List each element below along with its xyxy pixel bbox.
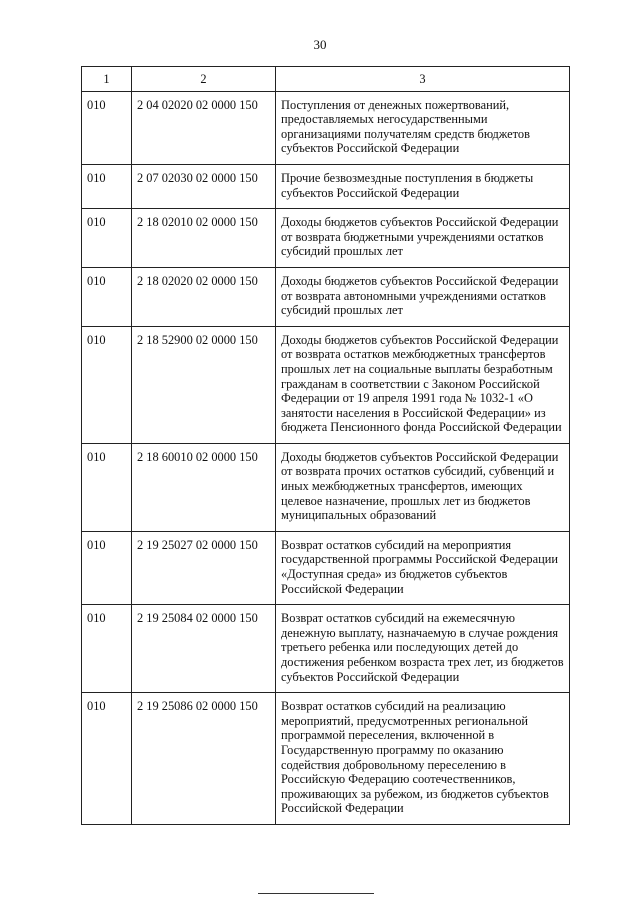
table-row [82,209,570,268]
page-number: 30 [313,37,327,52]
revenue-description: Доходы бюджетов субъектов Российской Федерации от возврата бюджетными учреждениями остатков субсидий прошлых лет [276,209,570,268]
admin-code: 010 [82,443,132,531]
revenue-description: Доходы бюджетов субъектов Российской Федерации от возврата автономными учреждениями остатков субсидий прошлых лет [276,267,570,326]
table-row [82,267,570,326]
revenue-code: 2 19 25086 02 0000 150 [132,693,276,825]
table-row [82,91,570,164]
revenue-description: Доходы бюджетов субъектов Российской Федерации от возврата прочих остатков субсидий, субвенций и иных межбюджетных трансфертов, имеющих целевое назначение, прошлых лет из бюджетов муниципальных образований [276,443,570,531]
admin-code: 010 [82,209,132,268]
table-row [82,531,570,604]
table-row [82,164,570,208]
admin-code: 010 [82,531,132,604]
budget-codes-table [81,66,570,825]
revenue-description: Прочие безвозмездные поступления в бюджеты субъектов Российской Федерации [276,164,570,208]
revenue-code: 2 07 02030 02 0000 150 [132,164,276,208]
column-header-3: 3 [276,67,570,92]
revenue-code: 2 18 02020 02 0000 150 [132,267,276,326]
revenue-code: 2 18 02010 02 0000 150 [132,209,276,268]
table-row [82,693,570,825]
revenue-description: Возврат остатков субсидий на реализацию мероприятий, предусмотренных региональной программой переселения, включенной в Государственную программу по оказанию содействия добровольному переселению в Российскую Федерацию соотечественников, проживающих за рубежом, из бюджетов субъектов Российской Федерации [276,693,570,825]
revenue-code: 2 18 52900 02 0000 150 [132,326,276,443]
revenue-description: Возврат остатков субсидий на мероприятия государственной программы Российской Федерации «Доступная среда» из бюджетов субъектов Российской Федерации [276,531,570,604]
admin-code: 010 [82,693,132,825]
table-row [82,443,570,531]
revenue-description: Поступления от денежных пожертвований, предоставляемых негосударственными организациями получателям средств бюджетов субъектов Российской Федерации [276,91,570,164]
revenue-description: Доходы бюджетов субъектов Российской Федерации от возврата остатков межбюджетных трансфертов прошлых лет на социальные выплаты безработным гражданам в соответствии с Законом Российской Федерации от 19 апреля 1991 года № 1032-1 «О занятости населения в Российской Федерации» из бюджета Пенсионного фонда Российской Федерации [276,326,570,443]
revenue-code: 2 19 25027 02 0000 150 [132,531,276,604]
bottom-divider [258,893,374,894]
column-header-2: 2 [132,67,276,92]
table-header-row [82,67,570,92]
admin-code: 010 [82,267,132,326]
revenue-code: 2 19 25084 02 0000 150 [132,605,276,693]
revenue-code: 2 04 02020 02 0000 150 [132,91,276,164]
admin-code: 010 [82,164,132,208]
table-row [82,326,570,443]
table-row [82,605,570,693]
revenue-code: 2 18 60010 02 0000 150 [132,443,276,531]
admin-code: 010 [82,91,132,164]
revenue-description: Возврат остатков субсидий на ежемесячную денежную выплату, назначаемую в случае рождения третьего ребенка или последующих детей до достижения ребенком возраста трех лет, из бюджетов субъектов Российской Федерации [276,605,570,693]
column-header-1: 1 [82,67,132,92]
admin-code: 010 [82,326,132,443]
admin-code: 010 [82,605,132,693]
